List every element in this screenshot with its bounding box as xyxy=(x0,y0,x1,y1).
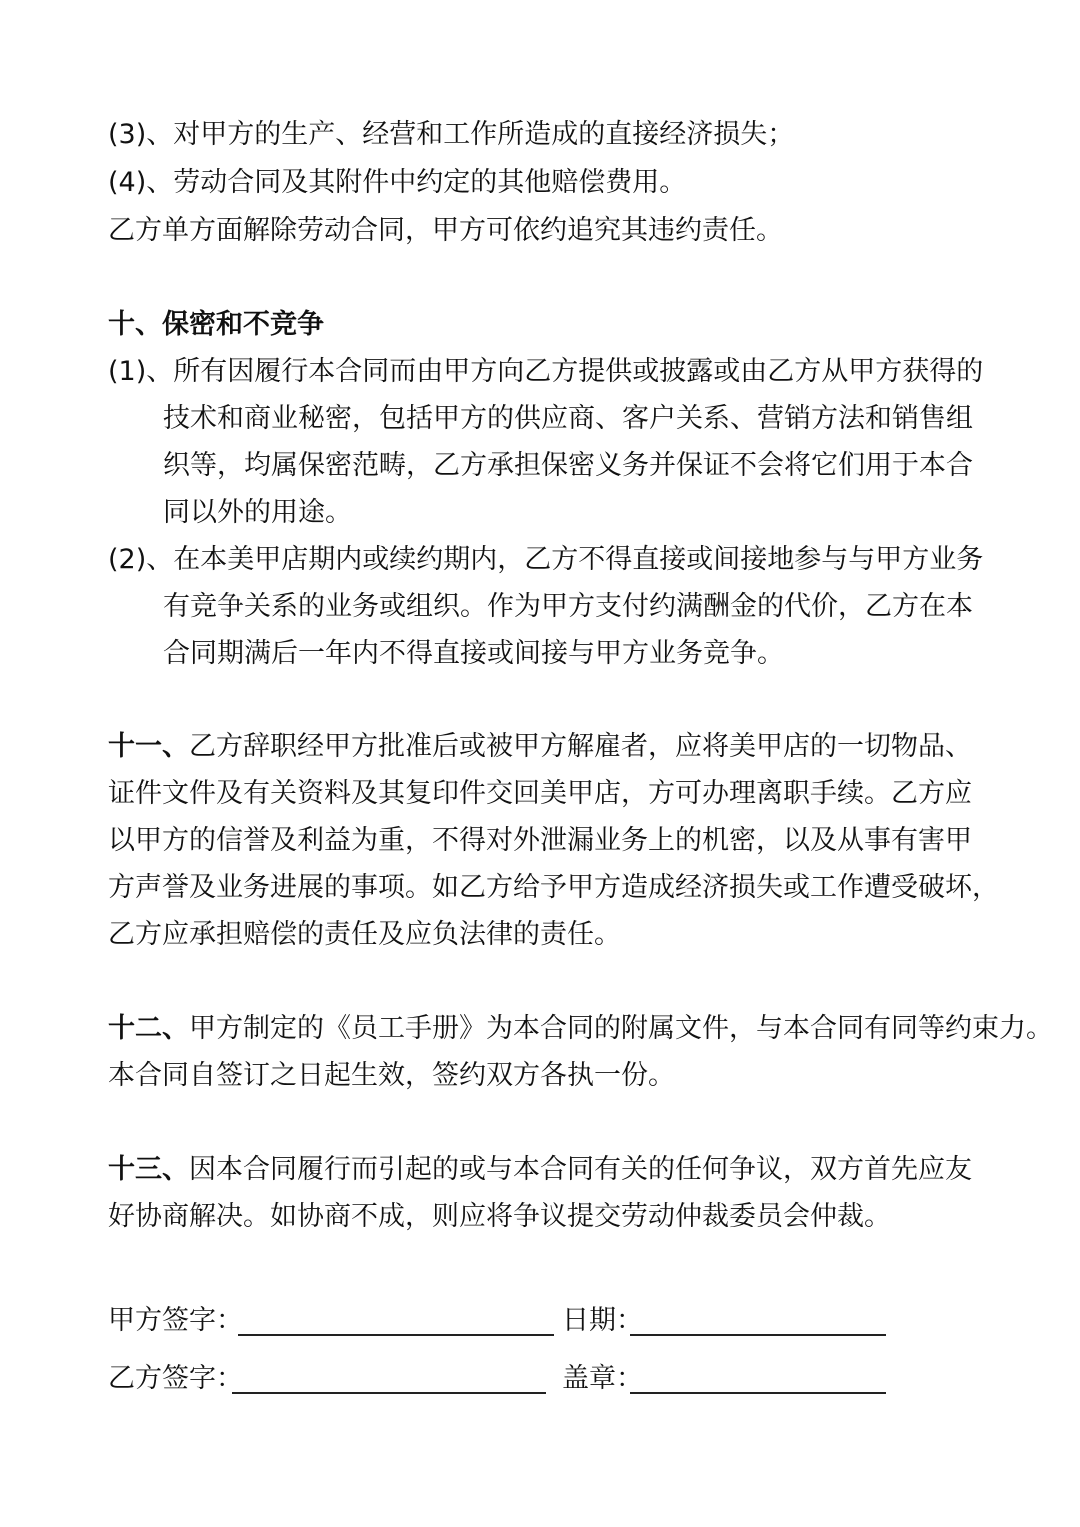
section-12-line: 本合同自签订之日起生效，签约双方各执一份。 xyxy=(108,1060,675,1091)
party-b-signature-line[interactable] xyxy=(232,1392,546,1394)
section-13-first-line xyxy=(108,1147,972,1193)
section-12-text: 甲方制定的《员工手册》为本合同的附属文件，与本合同有同等约束力。 xyxy=(189,1013,1053,1044)
date-label: 日期： xyxy=(562,1305,643,1336)
section-10-item-1: (1)、所有因履行本合同而由甲方向乙方提供或披露或由乙方从甲方获得的 xyxy=(108,356,984,387)
date-line[interactable] xyxy=(630,1334,886,1336)
section-11-number: 十一、 xyxy=(108,731,189,762)
section-11-line: 以甲方的信誉及利益为重，不得对外泄漏业务上的机密，以及从事有害甲 xyxy=(108,825,972,856)
section-10-item-1-cont: 技术和商业秘密，包括甲方的供应商、客户关系、营销方法和销售组 xyxy=(163,403,973,434)
party-a-signature-label: 甲方签字： xyxy=(108,1305,243,1336)
section-12-number: 十二、 xyxy=(108,1013,189,1044)
section-10-item-2: (2)、在本美甲店期内或续约期内，乙方不得直接或间接地参与与甲方业务 xyxy=(108,544,984,575)
compensation-item-4: (4)、劳动合同及其附件中约定的其他赔偿费用。 xyxy=(108,167,687,198)
section-10-item-1-cont: 织等，均属保密范畴，乙方承担保密义务并保证不会将它们用于本合 xyxy=(163,450,973,481)
signature-row-1 xyxy=(108,1298,908,1344)
section-10-item-2-cont: 有竞争关系的业务或组织。作为甲方支付约满酬金的代价，乙方在本 xyxy=(163,591,973,622)
party-b-signature-label: 乙方签字： xyxy=(108,1363,243,1394)
section-10-item-2-cont: 合同期满后一年内不得直接或间接与甲方业务竞争。 xyxy=(163,638,784,669)
section-10-item-1-cont: 同以外的用途。 xyxy=(163,497,352,528)
section-10-heading: 十、保密和不竞争 xyxy=(108,309,324,340)
section-11-line: 乙方应承担赔偿的责任及应负法律的责任。 xyxy=(108,919,621,950)
section-11-line: 证件文件及有关资料及其复印件交回美甲店，方可办理离职手续。乙方应 xyxy=(108,778,972,809)
section-13-line: 好协商解决。如协商不成，则应将争议提交劳动仲裁委员会仲裁。 xyxy=(108,1201,891,1232)
section-11-text: 乙方辞职经甲方批准后或被甲方解雇者，应将美甲店的一切物品、 xyxy=(189,731,972,762)
section-13-text: 因本合同履行而引起的或与本合同有关的任何争议，双方首先应友 xyxy=(189,1154,972,1185)
unilateral-termination-text: 乙方单方面解除劳动合同，甲方可依约追究其违约责任。 xyxy=(108,215,783,246)
section-12-first-line xyxy=(108,1006,1053,1052)
section-11-first-line xyxy=(108,724,972,770)
compensation-item-3: (3)、对甲方的生产、经营和工作所造成的直接经济损失； xyxy=(108,119,795,150)
seal-line[interactable] xyxy=(630,1392,886,1394)
signature-row-2 xyxy=(108,1356,908,1402)
section-11-line: 方声誉及业务进展的事项。如乙方给予甲方造成经济损失或工作遭受破坏， xyxy=(108,872,999,903)
seal-label: 盖章： xyxy=(562,1363,643,1394)
party-a-signature-line[interactable] xyxy=(238,1334,554,1336)
section-13-number: 十三、 xyxy=(108,1154,189,1185)
